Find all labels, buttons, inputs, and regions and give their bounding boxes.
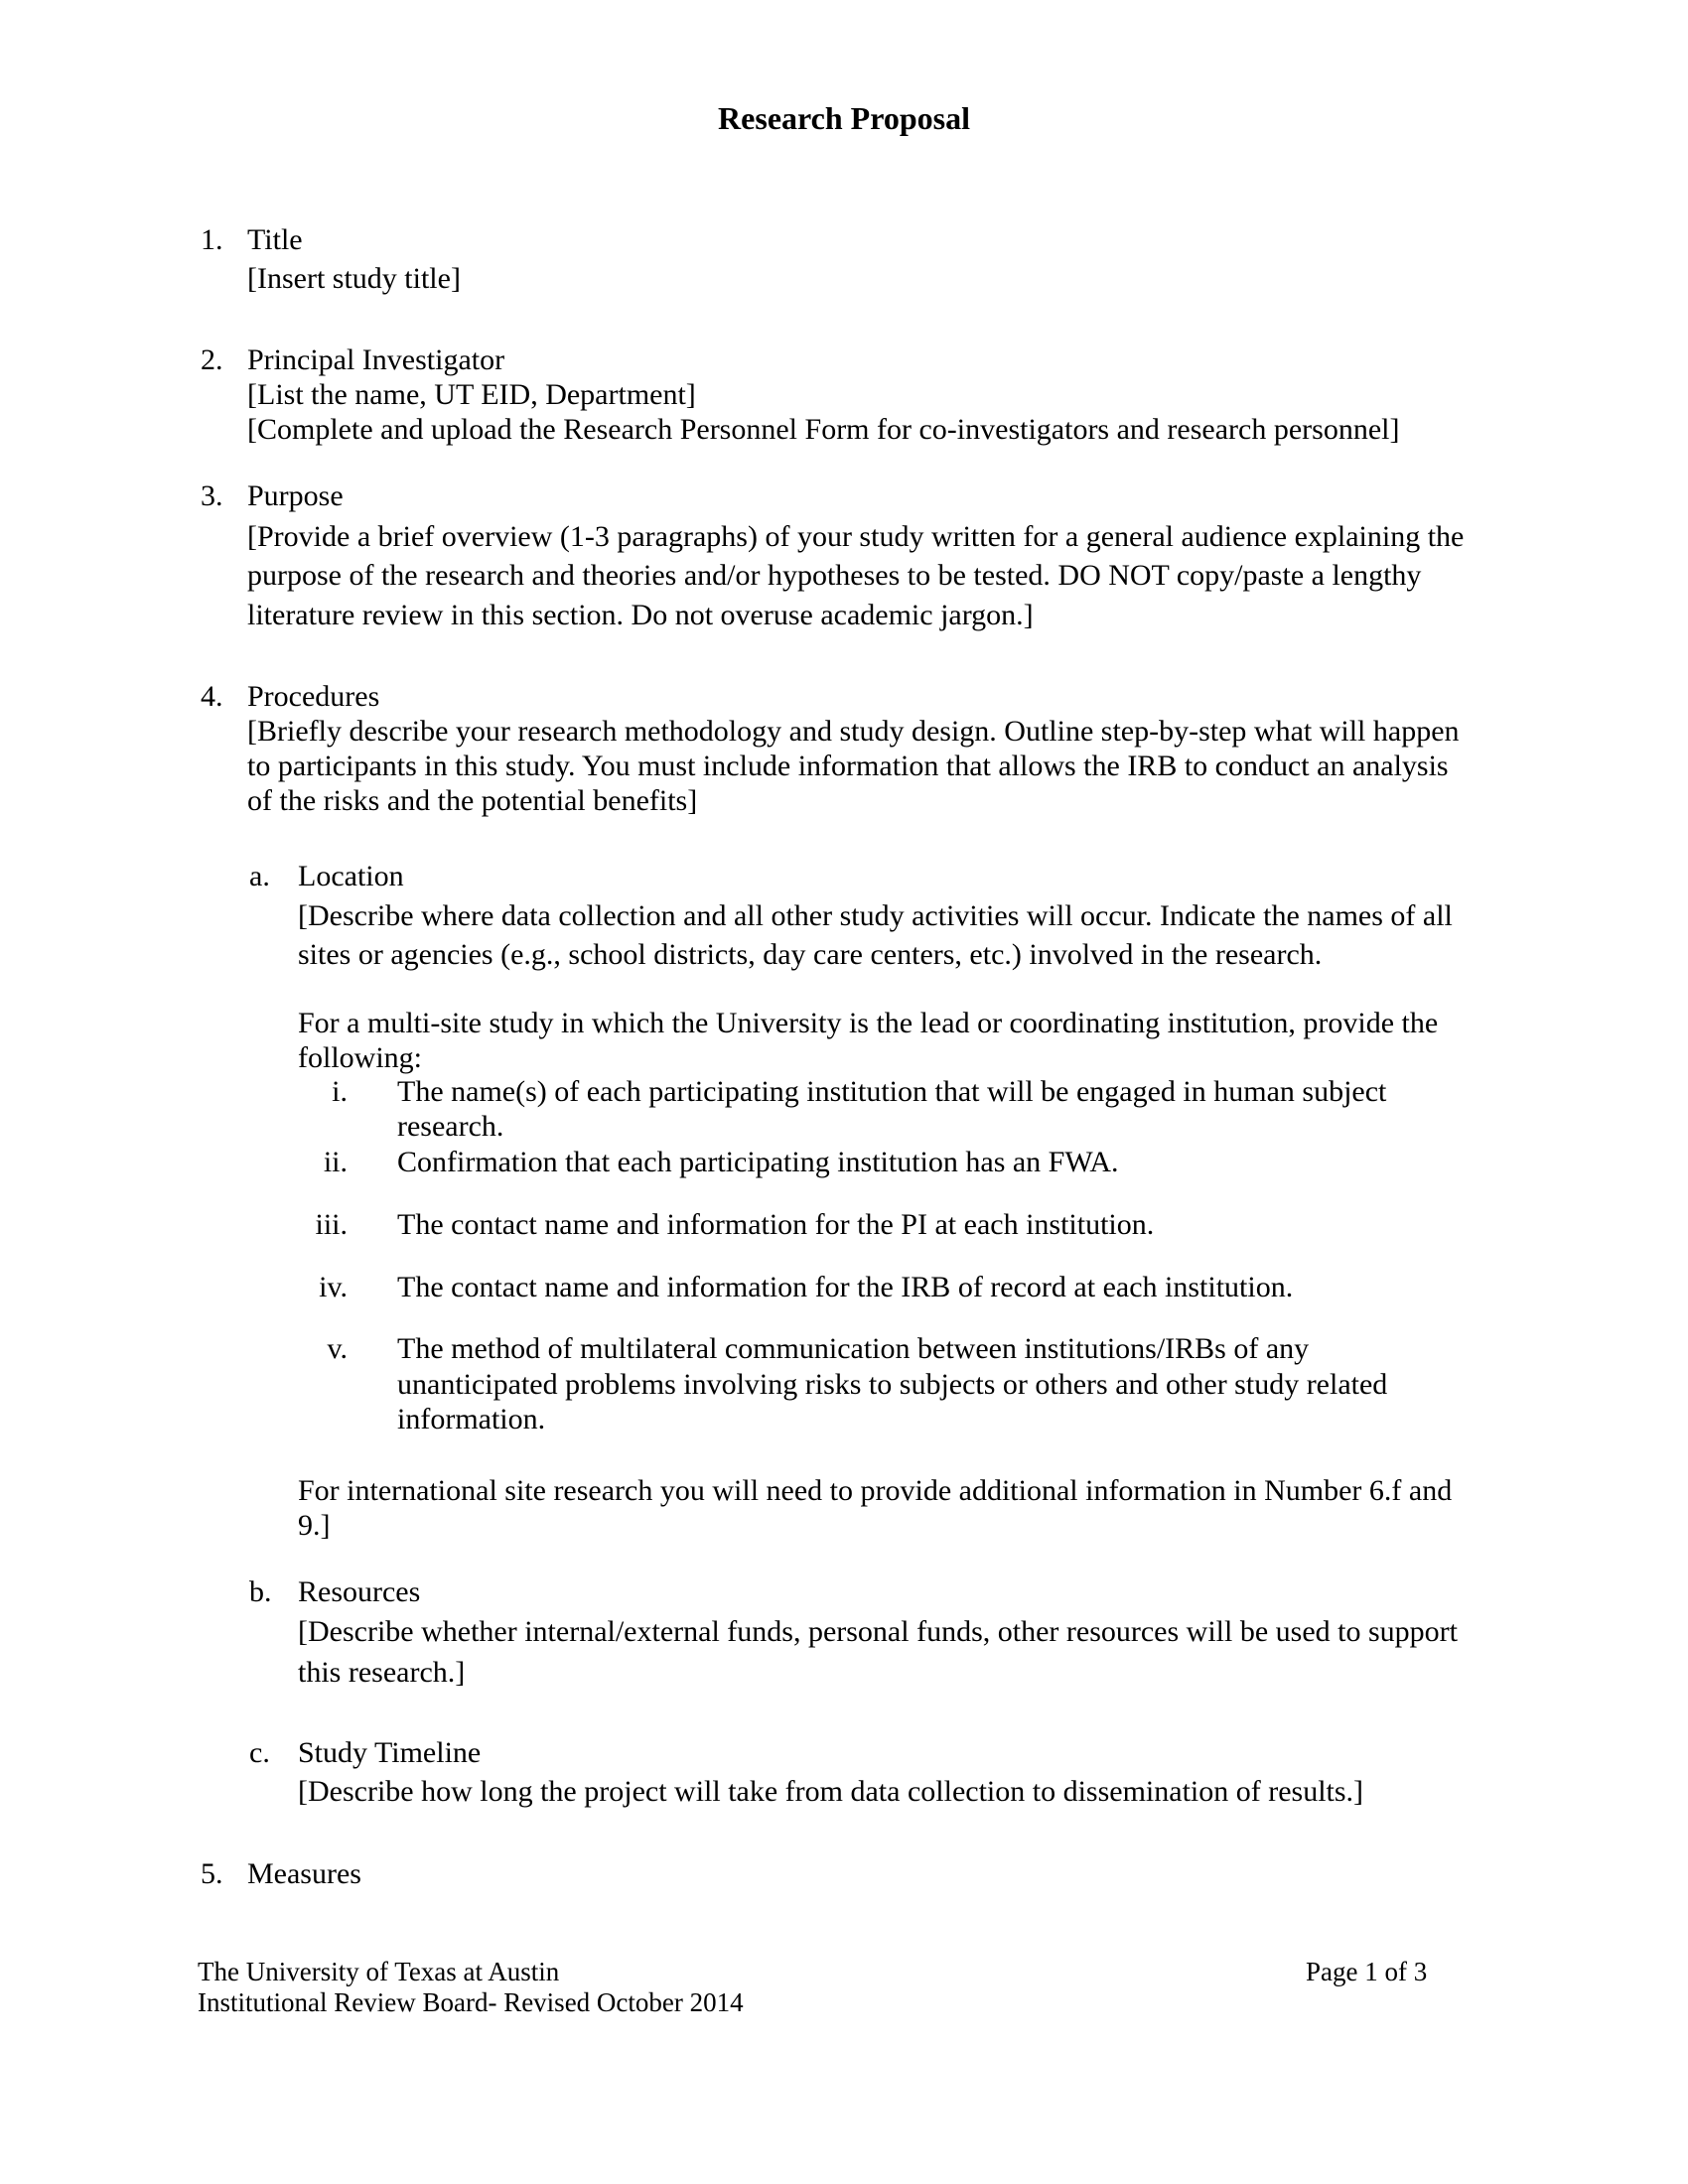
international-note-line: For international site research you will need to provide additional information in Number 6.f and <box>298 1474 1453 1507</box>
subsection-body-line: [Describe whether internal/external funds, personal funds, other resources will be used to support <box>298 1615 1458 1648</box>
footer-revision: Institutional Review Board- Revised October 2014 <box>198 1987 744 2017</box>
section-body-line: [Briefly describe your research methodology and study design. Outline step-by-step what will happen <box>247 715 1460 748</box>
section-body-line: purpose of the research and theories and/or hypotheses to be tested. DO NOT copy/paste a lengthy <box>247 559 1422 592</box>
section-number: 3. <box>201 479 223 512</box>
subsection-heading: Location <box>298 860 404 892</box>
section-body-line: [Provide a brief overview (1-3 paragraphs) of your study written for a general audience explaining the <box>247 520 1465 553</box>
list-item-line: information. <box>397 1403 546 1435</box>
list-numeral: v. <box>327 1332 348 1365</box>
list-numeral: ii. <box>323 1146 348 1178</box>
subsection-body-line: [Describe where data collection and all other study activities will occur. Indicate the names of all <box>298 899 1453 932</box>
subsection-letter: c. <box>249 1736 270 1769</box>
list-item-line: The contact name and information for the IRB of record at each institution. <box>397 1271 1294 1303</box>
subsection-body-line: sites or agencies (e.g., school districts, day care centers, etc.) involved in the research. <box>298 938 1323 971</box>
section-body-line: [Complete and upload the Research Personnel Form for co-investigators and research personnel] <box>247 413 1400 446</box>
section-heading: Title <box>247 223 303 256</box>
subsection-letter: b. <box>249 1575 272 1608</box>
section-heading: Purpose <box>247 479 344 512</box>
footer-institution: The University of Texas at Austin <box>198 1957 560 1986</box>
subsection-body-line: this research.] <box>298 1656 466 1689</box>
section-number: 4. <box>201 680 223 713</box>
section-heading: Procedures <box>247 680 380 713</box>
list-item-line: research. <box>397 1110 504 1143</box>
page-number: Page 1 of 3 <box>1306 1957 1428 1986</box>
section-heading: Principal Investigator <box>247 343 505 376</box>
section-body-line: to participants in this study. You must include information that allows the IRB to conduct an analysis <box>247 750 1449 782</box>
list-item-line: The contact name and information for the PI at each institution. <box>397 1208 1155 1241</box>
subsection-heading: Study Timeline <box>298 1736 482 1769</box>
international-note-line: 9.] <box>298 1509 331 1542</box>
subsection-heading: Resources <box>298 1575 421 1608</box>
section-body-line: of the risks and the potential benefits] <box>247 784 698 817</box>
section-number: 2. <box>201 343 223 376</box>
multisite-intro-line: following: <box>298 1041 422 1074</box>
section-number: 5. <box>201 1857 223 1890</box>
document-title: Research Proposal <box>718 100 970 136</box>
list-numeral: iii. <box>315 1208 348 1241</box>
subsection-letter: a. <box>249 860 270 892</box>
section-body-line: literature review in this section. Do not overuse academic jargon.] <box>247 599 1034 631</box>
list-item-line: unanticipated problems involving risks to subjects or others and other study related <box>397 1368 1388 1401</box>
list-numeral: i. <box>332 1075 348 1108</box>
section-heading: Measures <box>247 1857 361 1890</box>
subsection-body-line: [Describe how long the project will take from data collection to dissemination of results.] <box>298 1775 1364 1808</box>
list-item-line: Confirmation that each participating institution has an FWA. <box>397 1146 1119 1178</box>
section-body-line: [Insert study title] <box>247 262 461 295</box>
list-item-line: The method of multilateral communication between institutions/IRBs of any <box>397 1332 1310 1365</box>
multisite-intro-line: For a multi-site study in which the University is the lead or coordinating institution, provide the <box>298 1007 1439 1039</box>
section-body-line: [List the name, UT EID, Department] <box>247 378 696 411</box>
section-number: 1. <box>201 223 223 256</box>
list-item-line: The name(s) of each participating institution that will be engaged in human subject <box>397 1075 1387 1108</box>
list-numeral: iv. <box>319 1271 348 1303</box>
